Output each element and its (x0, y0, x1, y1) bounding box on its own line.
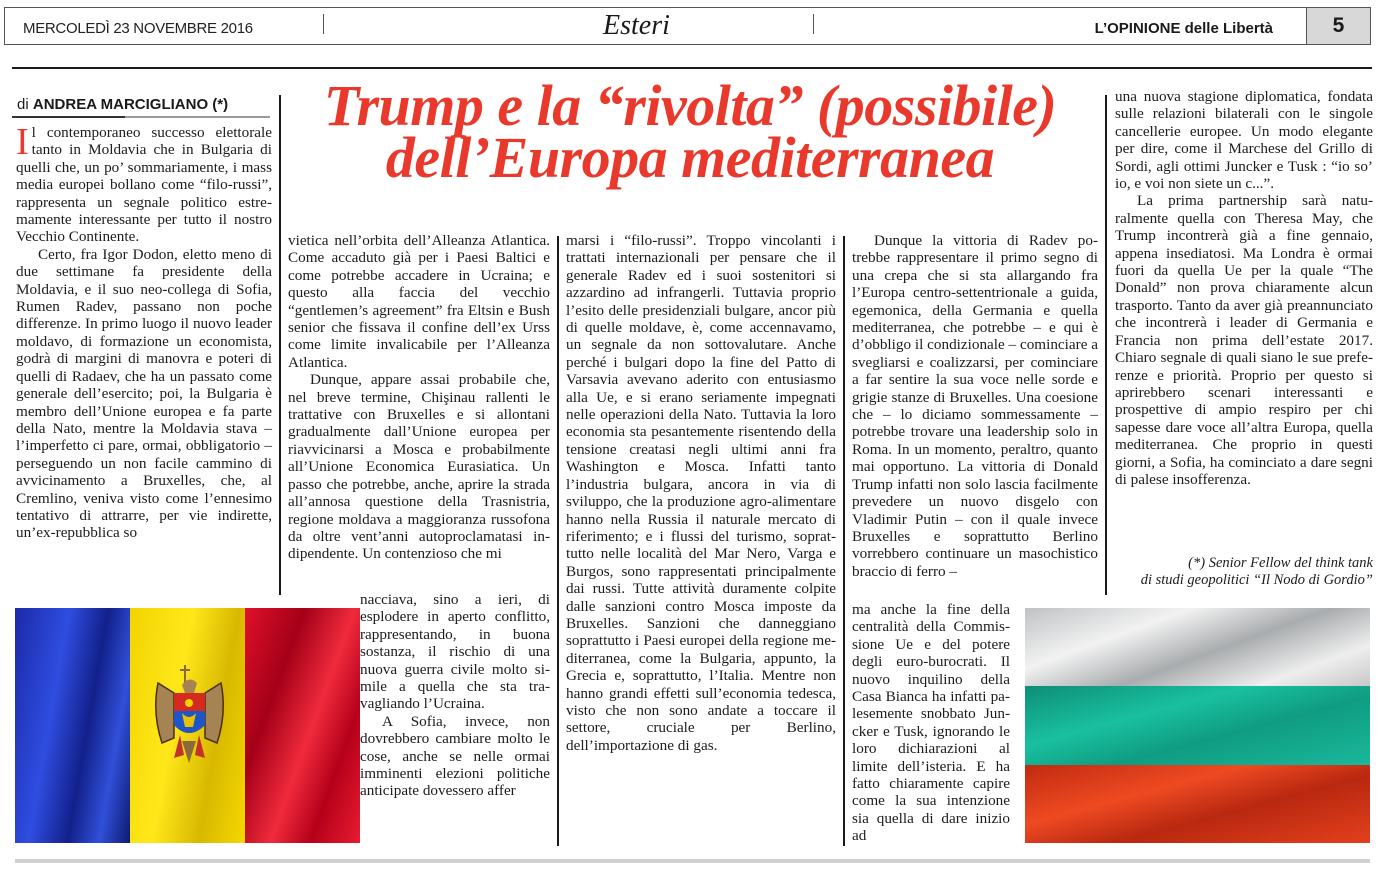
bottom-rule (15, 859, 1370, 863)
paragraph: ma anche la fine della centralità della Commissione Ue e del potere degli euro-burocrati. Il nuovo inquilino della Casa Bianca ha infatti palesemente snobbato Juncker e Tusk, ignorando le loro dichiarazioni al limite dell’isteria. E ha fatto chiaramente capire come la sua intenzione sia quella di dare inizio ad (852, 601, 1010, 845)
column-divider (1105, 95, 1107, 595)
paragraph: una nuova stagione diplomatica, fondata sulle relazioni bilaterali con le singole cancellerie europee. Un modo elegante per dire, come il Marchese del Grillo di Sordi, agli ottimi Juncker e Tusk : “io so’ io, e voi non siete un c...”. (1115, 88, 1373, 193)
byline-author: ANDREA MARCIGLIANO (*) (32, 96, 229, 113)
flag-stripe-yellow (130, 608, 245, 843)
headline-line-2: dell’Europa mediterranea (385, 125, 995, 190)
column-divider (279, 95, 281, 595)
author-note-line-1: (*) Senior Fellow del think tank (1188, 555, 1373, 571)
author-note-line-2: di studi geopolitici “Il Nodo di Gordio” (1140, 572, 1373, 588)
article-column-2-continued (360, 591, 550, 800)
top-rule (12, 67, 1372, 69)
header-divider (813, 14, 814, 34)
newspaper-name: L’OPINIONE delle Libertà (1094, 20, 1273, 37)
column-divider (557, 236, 559, 846)
flag-stripe-red (245, 608, 360, 843)
page-header (4, 7, 1307, 45)
page-number: 5 (1306, 7, 1371, 45)
paragraph: Dunque, appare assai probabile che, nel breve termine, Chişinau rallenti le trattative con Bruxelles e si allontani gradualmente dall’Unione europea per riavvicinarsi a Mosca e probabilmente all’Unione Economica Eurasiatica. Un passo che potrebbe, anche, aprire la strada all’annosa questione della Trasnistria, regione moldava a maggioranza russofona da oltre vent’anni autoproclamatasi indipendente. Un contenzioso che mi (288, 371, 550, 563)
coat-of-arms-icon (152, 663, 227, 773)
byline-rule (125, 116, 270, 118)
bulgaria-flag-image (1025, 608, 1370, 843)
author-note (1115, 555, 1373, 589)
section-title: Esteri (603, 10, 670, 41)
flag-band-red (1025, 765, 1370, 843)
moldova-flag-image (15, 608, 360, 843)
column-divider (843, 236, 845, 846)
article-column-4 (852, 232, 1098, 580)
headline (270, 73, 1110, 190)
article-column-2 (288, 232, 550, 563)
paragraph: Il contemporaneo successo elettorale tanto in Moldavia che in Bulgaria di quelli che, un po’ sommariamente, i mass media europei bollano come “filo-russi”, rappresenta un segnale politico estremamente interessante per tutto il nostro Vecchio Continente. (16, 121, 272, 246)
flag-stripe-blue (15, 608, 130, 843)
byline-prefix: di (17, 96, 29, 113)
paragraph: Dunque la vittoria di Radev potrebbe rappresentare il primo segno di una crepa che si sta allargando fra l’Europa centro-settentrionale a guida, egemonica, della Germania e quella mediterranea, che potrebbe – e qui è d’obbligo il condizionale – cominciare a svegliarsi e coalizzarsi, per cominciare a far sentire la sua voce nelle sorde e grigie stanze di Bruxelles. Una coesione che – lo diciamo sommessamente – potrebbe trovare una leadership solo in Roma. In un momento, peraltro, quanto mai opportuno. La vittoria di Donald Trump infatti non solo lascia facilmente prevedere un nuovo disgelo con Vladimir Putin – con il quale invece Bruxelles e soprattutto Berlino vorrebbero continuare un masochistico braccio di ferro – (852, 232, 1098, 580)
headline-line-1: Trump e la “rivolta” (possibile) (323, 73, 1057, 138)
article-column-3 (566, 232, 836, 754)
flag-band-white (1025, 608, 1370, 686)
byline (17, 96, 228, 113)
paragraph: marsi i “filo-russi”. Troppo vincolanti i trattati internazionali per pensare che il generale Radev ed i suoi sostenitori si azzardino ad infrangerli. Tuttavia proprio l’esito delle presidenziali bulgare, ancor più di quelle moldave, è, come accennavamo, un segnale da non sottovalutare. Anche perché i bulgari dopo la fine del Patto di Varsavia avevano aderito con entusiasmo alla Ue, e si erano seriamente impegnati nelle operazioni della Nato. Tuttavia la loro economia sta pesantemente risentendo della tensione creatasi negli ultimi anni fra Washington e Mosca. Infatti tanto l’industria bulgara, ancora in via di sviluppo, che la produzione agro-alimentare hanno nella Russia il naturale mercato di riferimento; e i flussi del turismo, soprattutto nelle località del Mar Nero, Varga e Burgos, sono rappresentati principalmente dai russi. Tutte attività duramente colpite dalle sanzioni contro Mosca imposte da Bruxelles. Sanzioni che danneggiano soprattutto i Paesi europei della regione mediterranea, come la Bulgaria, appunto, la Grecia e, soprattutto, l’Italia. Mentre non hanno grandi effetti sull’economia tedesca, visto che non sono andate a toccare il settore, cruciale per Berlino, dell’importazione di gas. (566, 232, 836, 754)
article-column-4-continued (852, 601, 1010, 845)
flag-band-green (1025, 686, 1370, 764)
paragraph: Certo, fra Igor Dodon, eletto meno di due settimane fa presidente della Moldavia, e il suo neo-collega di Sofia, Rumen Radev, passano non poche differenze. In primo luogo il nuovo leader moldavo, di formazione un economista, godrà di margini di manovra e poteri di quelli di Radaev, che ha un passato come generale dell’esercito; poi, la Bulgaria è membro dell’Unione europea e fa parte della Nato, mentre la Moldavia stava – l’imperfetto ci pare, ormai, obbligatorio – perseguendo un non facile cammino di avvicinamento a Bruxelles, che, al Cremlino, veniva visto come l’ennesimo tentativo di attrarre, per vie indirette, un’ex-repubblica so (16, 245, 272, 542)
paragraph: nacciava, sino a ieri, di esplodere in aperto conflitto, rappresentando, in buona sostanza, il rischio di una nuova guerra civile molto simile a quella che sta travagliando l’Ucraina. (360, 591, 550, 713)
header-divider (323, 14, 324, 34)
article-column-5 (1115, 88, 1373, 488)
article-column-1 (16, 121, 272, 542)
issue-date: MERCOLEDÌ 23 NOVEMBRE 2016 (23, 20, 253, 37)
drop-cap: I (16, 121, 29, 163)
paragraph: A Sofia, invece, non dovrebbero cambiare molto le cose, anche se nelle ormai imminenti elezioni politiche anticipate dovessero affer (360, 712, 550, 800)
paragraph: vietica nell’orbita dell’Alleanza Atlantica. Come accaduto già per i Paesi Baltici e come potrebbe accadere in Ucraina; e questo alla faccia del vecchio “gentlemen’s agreement” fra Eltsin e Bush senior che fissava il confine dell’ex Urss come limite invalicabile per l’Alleanza Atlantica. (288, 232, 550, 371)
paragraph: La prima partnership sarà naturalmente quella con Theresa May, che Trump incontrerà già a fine gennaio, appena insediatosi. Ma Londra è ormai fuori da quella Ue per la quale “The Donald” non prova chiaramente alcun trasporto. Tanto da aver già preannunciato che incontrerà i leader di Germania e Francia non prima dell’estate 2017. Chiaro segnale di quali siano le sue preferenze e priorità. Proprio per questo si aprirebbero scenari interessanti e prospettive di ampio respiro per chi sapesse dare voce all’altra Europa, quella mediterranea. Che proprio in questi giorni, a Sofia, ha cominciato a dare segni di palese insofferenza. (1115, 192, 1373, 488)
